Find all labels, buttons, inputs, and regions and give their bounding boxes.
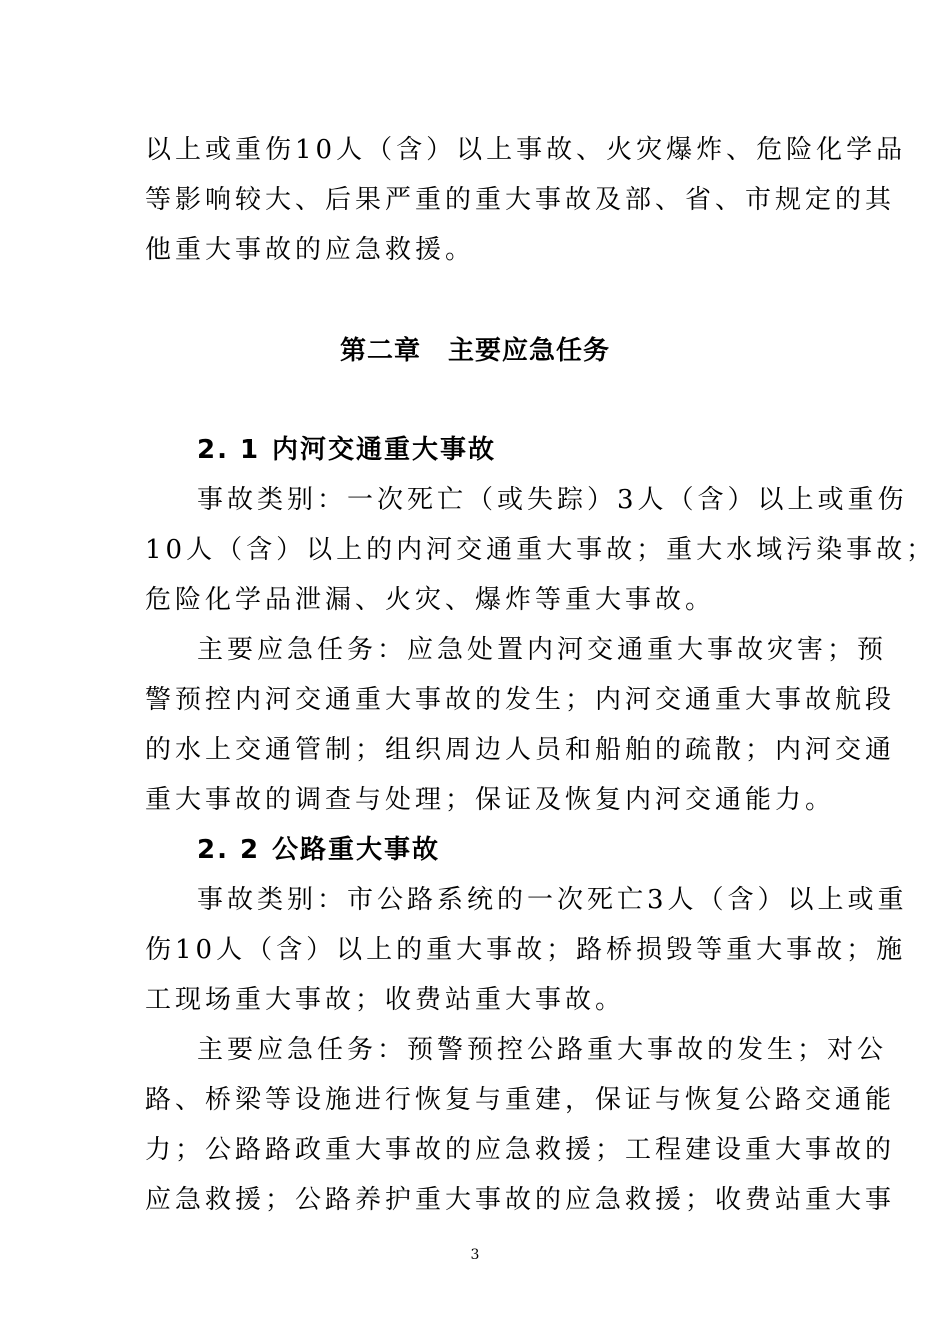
section-2-1-category-line-2: 10人（含）以上的内河交通重大事故；重大水域污染事故； [145,535,937,565]
intro-line-1: 以上或重伤10人（含）以上事故、火灾爆炸、危险化学品 [145,135,907,165]
section-2-2-title: 公路重大事故 [272,835,441,865]
section-2-1-task-line-1: 主要应急任务：应急处置内河交通重大事故灾害；预 [197,635,888,665]
section-2-2-category-line-3: 工现场重大事故；收费站重大事故。 [145,985,626,1015]
section-2-2-category-line-1: 事故类别：市公路系统的一次死亡3人（含）以上或重 [197,885,908,915]
section-2-2-task-line-4: 应急救援；公路养护重大事故的应急救援；收费站重大事 [145,1185,896,1215]
section-2-2-task-line-3: 力；公路路政重大事故的应急救援；工程建设重大事故的 [145,1135,896,1165]
section-2-1-task-line-3: 的水上交通管制；组织周边人员和船舶的疏散；内河交通 [145,735,896,765]
section-2-1-category-line-1: 事故类别：一次死亡（或失踪）3人（含）以上或重伤 [197,485,908,515]
section-2-1-category-line-3: 危险化学品泄漏、火灾、爆炸等重大事故。 [145,585,716,615]
section-2-2-category-line-2: 伤10人（含）以上的重大事故；路桥损毁等重大事故；施 [145,935,907,965]
section-2-1-task-line-2: 警预控内河交通重大事故的发生；内河交通重大事故航段 [145,685,896,715]
section-2-2-task-line-1: 主要应急任务：预警预控公路重大事故的发生；对公 [197,1035,888,1065]
section-2-1-number: 2. 1 [197,435,261,465]
page-number: 3 [470,1247,480,1263]
section-2-1-title: 内河交通重大事故 [272,435,497,465]
section-2-2-task-line-2: 路、桥梁等设施进行恢复与重建，保证与恢复公路交通能 [145,1085,896,1115]
section-2-1-heading [197,433,496,467]
chapter-title: 第二章 主要应急任务 [339,336,610,366]
intro-line-3: 他重大事故的应急救援。 [145,235,476,265]
intro-line-2: 等影响较大、后果严重的重大事故及部、省、市规定的其 [145,185,896,215]
section-2-2-number: 2. 2 [197,835,261,865]
section-2-1-task-line-4: 重大事故的调查与处理；保证及恢复内河交通能力。 [145,785,836,815]
section-2-2-heading [197,833,440,867]
